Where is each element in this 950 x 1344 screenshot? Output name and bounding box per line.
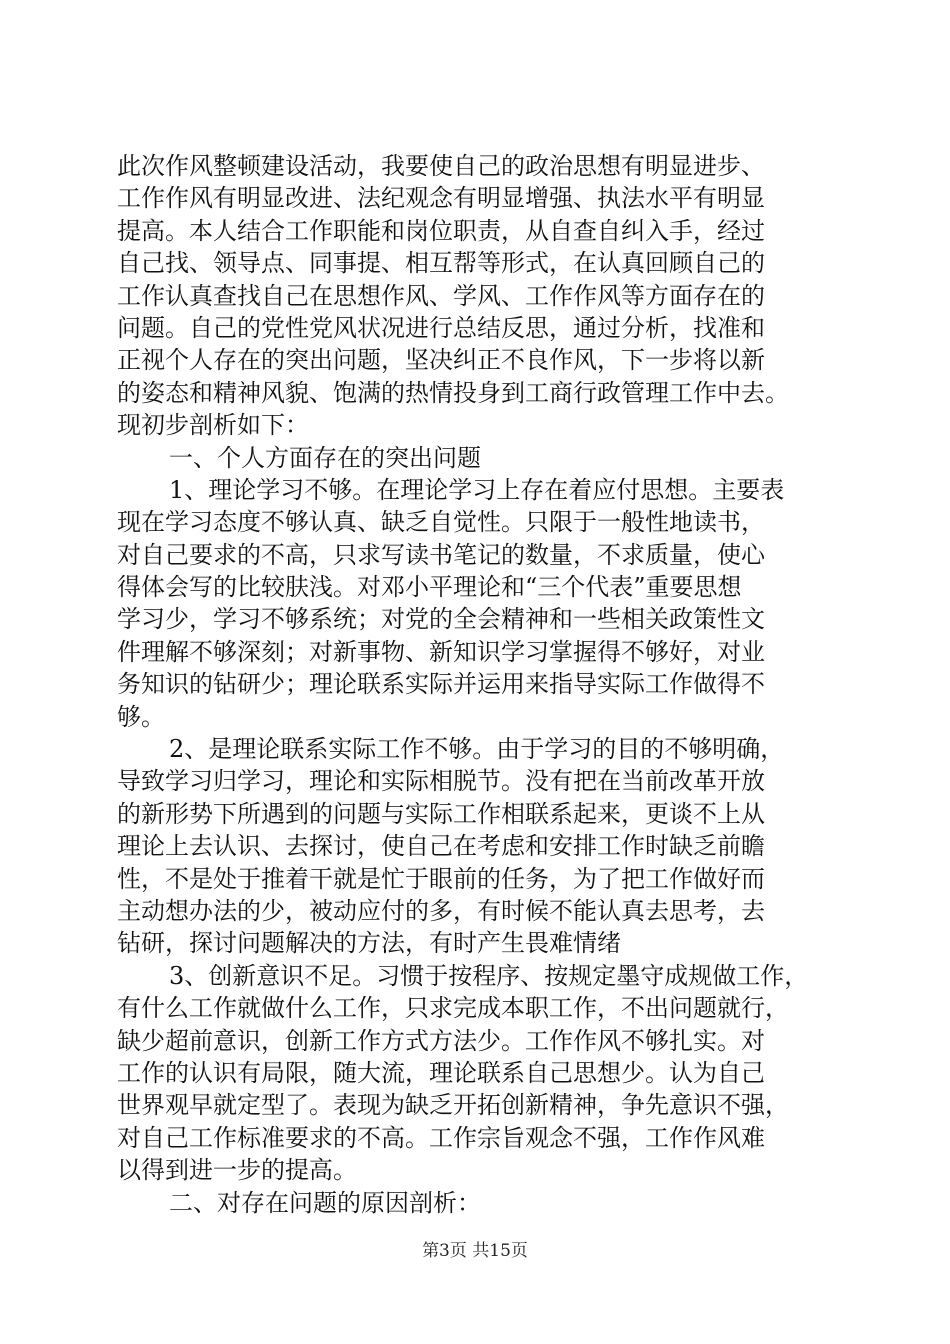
text-line: 现初步剖析如下：	[117, 411, 309, 440]
text-line: 自己找、领导点、同事提、相互帮等形式，在认真回顾自己的	[117, 249, 765, 278]
text-line: 2、是理论联系实际工作不够。由于学习的目的不够明确，	[169, 735, 785, 764]
text-line: 主动想办法的少，被动应付的多，有时候不能认真去思考，去	[117, 896, 765, 925]
text-line: 的新形势下所遇到的问题与实际工作相联系起来，更谈不上从	[117, 799, 765, 828]
section-heading: 二、对存在问题的原因剖析：	[169, 1188, 481, 1217]
section-heading: 一、个人方面存在的突出问题	[169, 443, 481, 472]
text-line: 件理解不够深刻；对新事物、新知识学习掌握得不够好，对业	[117, 637, 765, 666]
text-line: 提高。本人结合工作职能和岗位职责，从自查自纠入手，经过	[117, 216, 765, 245]
document-body	[117, 150, 847, 1219]
text-line: 工作作风有明显改进、法纪观念有明显增强、执法水平有明显	[117, 184, 765, 213]
text-line: 得体会写的比较肤浅。对邓小平理论和“三个代表”重要思想	[117, 573, 742, 602]
text-line: 理论上去认识、去探讨，使自己在考虑和安排工作时缺乏前瞻	[117, 832, 765, 861]
text-line: 对自己要求的不高，只求写读书笔记的数量，不求质量，使心	[117, 540, 765, 569]
text-line: 工作的认识有局限，随大流，理论联系自己思想少。认为自己	[117, 1058, 765, 1087]
text-line: 问题。自己的党性党风状况进行总结反思，通过分析，找准和	[117, 313, 765, 342]
text-line: 以得到进一步的提高。	[117, 1156, 357, 1185]
text-line: 对自己工作标准要求的不高。工作宗旨观念不强，工作作风难	[117, 1123, 765, 1152]
text-line: 缺少超前意识，创新工作方式方法少。工作作风不够扎实。对	[117, 1026, 765, 1055]
text-line: 1、理论学习不够。在理论学习上存在着应付思想。主要表	[169, 475, 785, 504]
text-line: 导致学习归学习，理论和实际相脱节。没有把在当前改革开放	[117, 767, 765, 796]
text-line: 工作认真查找自己在思想作风、学风、工作作风等方面存在的	[117, 281, 765, 310]
text-line: 此次作风整顿建设活动，我要使自己的政治思想有明显进步、	[117, 152, 765, 180]
text-line: 学习少，学习不够系统；对党的全会精神和一些相关政策性文	[117, 605, 765, 634]
text-line: 世界观早就定型了。表现为缺乏开拓创新精神，争先意识不强，	[117, 1091, 789, 1120]
text-line: 够。	[117, 702, 165, 731]
page-number-footer: 第3页 共15页	[422, 1241, 528, 1261]
text-line: 性，不是处于推着干就是忙于眼前的任务，为了把工作做好而	[117, 864, 765, 893]
text-line: 现在学习态度不够认真、缺乏自觉性。只限于一般性地读书，	[117, 508, 765, 537]
text-line: 务知识的钻研少；理论联系实际并运用来指导实际工作做得不	[117, 670, 765, 699]
text-line: 钻研，探讨问题解决的方法，有时产生畏难情绪	[117, 929, 621, 958]
text-line: 有什么工作就做什么工作，只求完成本职工作，不出问题就行，	[117, 994, 789, 1023]
text-line: 正视个人存在的突出问题，坚决纠正不良作风，下一步将以新	[117, 346, 765, 375]
text-line: 3、创新意识不足。习惯于按程序、按规定墨守成规做工作，	[169, 961, 809, 990]
text-line: 的姿态和精神风貌、饱满的热情投身到工商行政管理工作中去。	[117, 378, 789, 407]
